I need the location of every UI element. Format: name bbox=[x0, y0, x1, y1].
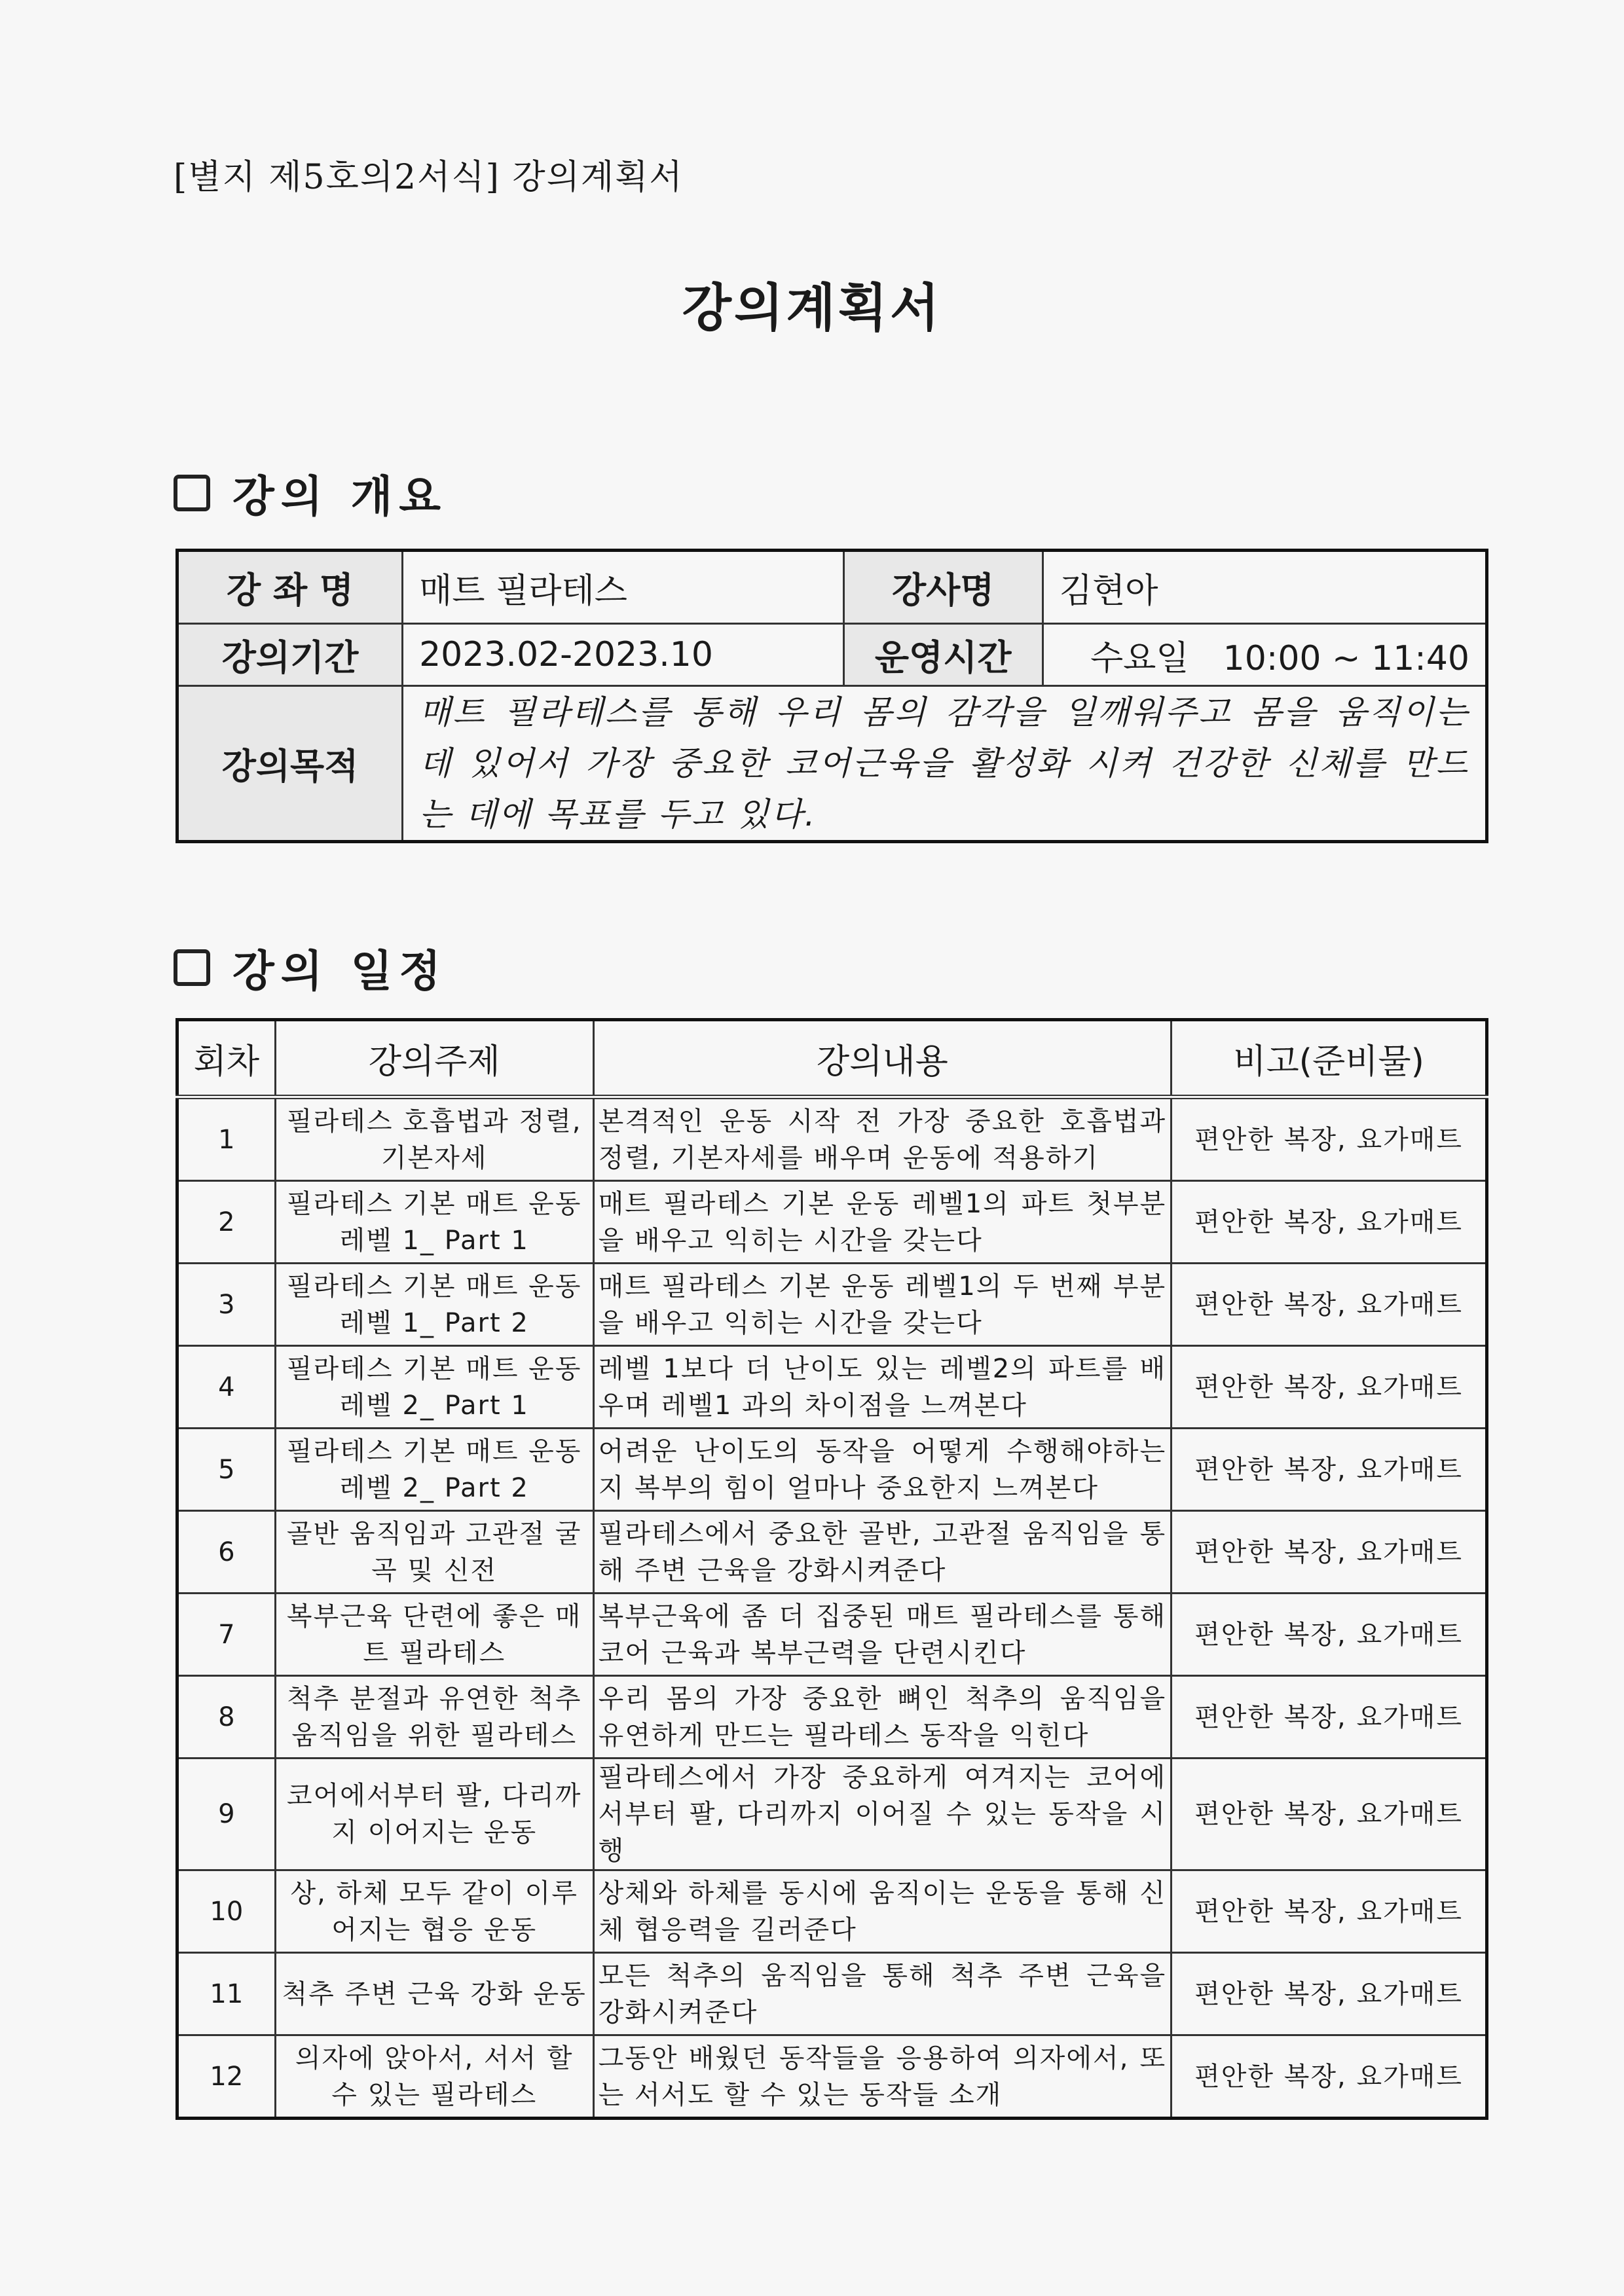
course-name-label: 강 좌 명 bbox=[177, 551, 403, 624]
cell-content: 매트 필라테스 기본 운동 레벨1의 파트 첫부분을 배우고 익히는 시간을 갖는다 bbox=[593, 1181, 1172, 1264]
cell-content: 복부근육에 좀 더 집중된 매트 필라테스를 통해 코어 근육과 복부근력을 단련시킨다 bbox=[593, 1594, 1172, 1676]
cell-note: 편안한 복장, 요가매트 bbox=[1172, 1594, 1487, 1676]
column-header: 비고(준비물) bbox=[1172, 1020, 1487, 1097]
column-header: 강의주제 bbox=[275, 1020, 593, 1097]
cell-topic: 필라테스 기본 매트 운동 레벨 1_ Part 2 bbox=[275, 1264, 593, 1346]
table-row bbox=[177, 1758, 1487, 1870]
cell-no: 4 bbox=[177, 1346, 276, 1429]
section-title: 강의 개요 bbox=[232, 471, 448, 522]
cell-note: 편안한 복장, 요가매트 bbox=[1172, 1181, 1487, 1264]
document-title: 강의계획서 bbox=[682, 278, 942, 338]
cell-note: 편안한 복장, 요가매트 bbox=[1172, 1097, 1487, 1181]
table-row bbox=[177, 1953, 1487, 2035]
cell-note: 편안한 복장, 요가매트 bbox=[1172, 1264, 1487, 1346]
cell-note: 편안한 복장, 요가매트 bbox=[1172, 1346, 1487, 1429]
cell-note: 편안한 복장, 요가매트 bbox=[1172, 1870, 1487, 1953]
schedule-table bbox=[175, 1018, 1488, 2120]
cell-topic: 필라테스 기본 매트 운동 레벨 2_ Part 2 bbox=[275, 1429, 593, 1511]
cell-no: 8 bbox=[177, 1676, 276, 1758]
table-row bbox=[177, 1346, 1487, 1429]
cell-no: 12 bbox=[177, 2035, 276, 2119]
cell-content: 매트 필라테스 기본 운동 레벨1의 두 번째 부분을 배우고 익히는 시간을 갖는다 bbox=[593, 1264, 1172, 1346]
cell-topic: 코어에서부터 팔, 다리까지 이어지는 운동 bbox=[275, 1758, 593, 1870]
section-heading-schedule bbox=[174, 936, 447, 998]
form-reference-note: [별지 제5호의2서식] 강의계획서 bbox=[174, 158, 684, 197]
cell-no: 2 bbox=[177, 1181, 276, 1264]
table-row bbox=[177, 1264, 1487, 1346]
cell-content: 모든 척추의 움직임을 통해 척추 주변 근육을 강화시켜준다 bbox=[593, 1953, 1172, 2035]
cell-content: 그동안 배웠던 동작들을 응용하여 의자에서, 또는 서서도 할 수 있는 동작들 소개 bbox=[593, 2035, 1172, 2119]
cell-topic: 척추 주변 근육 강화 운동 bbox=[275, 1953, 593, 2035]
cell-no: 6 bbox=[177, 1511, 276, 1594]
table-row bbox=[177, 1594, 1487, 1676]
operating-time-value: 수요일 10:00 ~ 11:40 bbox=[1043, 624, 1486, 686]
cell-content: 우리 몸의 가장 중요한 뼈인 척추의 움직임을 유연하게 만드는 필라테스 동작을 익힌다 bbox=[593, 1676, 1172, 1758]
cell-content: 필라테스에서 중요한 골반, 고관절 움직임을 통해 주변 근육을 강화시켜준다 bbox=[593, 1511, 1172, 1594]
overview-table bbox=[175, 549, 1488, 843]
cell-no: 11 bbox=[177, 1953, 276, 2035]
column-header: 강의내용 bbox=[593, 1020, 1172, 1097]
period-label: 강의기간 bbox=[177, 624, 403, 686]
cell-no: 1 bbox=[177, 1097, 276, 1181]
cell-topic: 복부근육 단련에 좋은 매트 필라테스 bbox=[275, 1594, 593, 1676]
period-value: 2023.02-2023.10 bbox=[403, 624, 844, 686]
table-row bbox=[177, 1429, 1487, 1511]
cell-no: 9 bbox=[177, 1758, 276, 1870]
section-heading-overview bbox=[174, 462, 447, 524]
cell-note: 편안한 복장, 요가매트 bbox=[1172, 1676, 1487, 1758]
checkbox-square-icon bbox=[174, 475, 210, 511]
table-row bbox=[177, 1511, 1487, 1594]
course-name-value: 매트 필라테스 bbox=[403, 551, 844, 624]
table-row bbox=[177, 1870, 1487, 1953]
cell-no: 7 bbox=[177, 1594, 276, 1676]
cell-content: 레벨 1보다 더 난이도 있는 레벨2의 파트를 배우며 레벨1 과의 차이점을 느껴본다 bbox=[593, 1346, 1172, 1429]
checkbox-square-icon bbox=[174, 949, 210, 986]
instructor-value: 김현아 bbox=[1043, 551, 1486, 624]
table-row bbox=[177, 2035, 1487, 2119]
table-row bbox=[177, 1676, 1487, 1758]
cell-no: 10 bbox=[177, 1870, 276, 1953]
cell-no: 3 bbox=[177, 1264, 276, 1346]
cell-topic: 상, 하체 모두 같이 이루어지는 협응 운동 bbox=[275, 1870, 593, 1953]
cell-topic: 의자에 앉아서, 서서 할 수 있는 필라테스 bbox=[275, 2035, 593, 2119]
table-row bbox=[177, 1181, 1487, 1264]
purpose-label: 강의목적 bbox=[177, 686, 403, 842]
cell-content: 상체와 하체를 동시에 움직이는 운동을 통해 신체 협응력을 길러준다 bbox=[593, 1870, 1172, 1953]
cell-topic: 골반 움직임과 고관절 굴곡 및 신전 bbox=[275, 1511, 593, 1594]
purpose-value: 매트 필라테스를 통해 우리 몸의 감각을 일깨워주고 몸을 움직이는 데 있어서 가장 중요한 코어근육을 활성화 시켜 건강한 신체를 만드는 데에 목표를 두고 있다. bbox=[403, 686, 1487, 842]
cell-topic: 필라테스 기본 매트 운동 레벨 1_ Part 1 bbox=[275, 1181, 593, 1264]
cell-note: 편안한 복장, 요가매트 bbox=[1172, 1429, 1487, 1511]
cell-note: 편안한 복장, 요가매트 bbox=[1172, 1953, 1487, 2035]
cell-note: 편안한 복장, 요가매트 bbox=[1172, 2035, 1487, 2119]
cell-note: 편안한 복장, 요가매트 bbox=[1172, 1758, 1487, 1870]
cell-topic: 척추 분절과 유연한 척추 움직임을 위한 필라테스 bbox=[275, 1676, 593, 1758]
cell-no: 5 bbox=[177, 1429, 276, 1511]
operating-time-label: 운영시간 bbox=[843, 624, 1043, 686]
table-row bbox=[177, 1097, 1487, 1181]
section-title: 강의 일정 bbox=[232, 945, 448, 996]
cell-content: 어려운 난이도의 동작을 어떻게 수행해야하는지 복부의 힘이 얼마나 중요한지 느껴본다 bbox=[593, 1429, 1172, 1511]
cell-note: 편안한 복장, 요가매트 bbox=[1172, 1511, 1487, 1594]
column-header: 회차 bbox=[177, 1020, 276, 1097]
instructor-label: 강사명 bbox=[843, 551, 1043, 624]
cell-content: 필라테스에서 가장 중요하게 여겨지는 코어에서부터 팔, 다리까지 이어질 수 있는 동작을 시행 bbox=[593, 1758, 1172, 1870]
cell-topic: 필라테스 호흡법과 정렬, 기본자세 bbox=[275, 1097, 593, 1181]
cell-content: 본격적인 운동 시작 전 가장 중요한 호흡법과 정렬, 기본자세를 배우며 운동에 적용하기 bbox=[593, 1097, 1172, 1181]
cell-topic: 필라테스 기본 매트 운동 레벨 2_ Part 1 bbox=[275, 1346, 593, 1429]
